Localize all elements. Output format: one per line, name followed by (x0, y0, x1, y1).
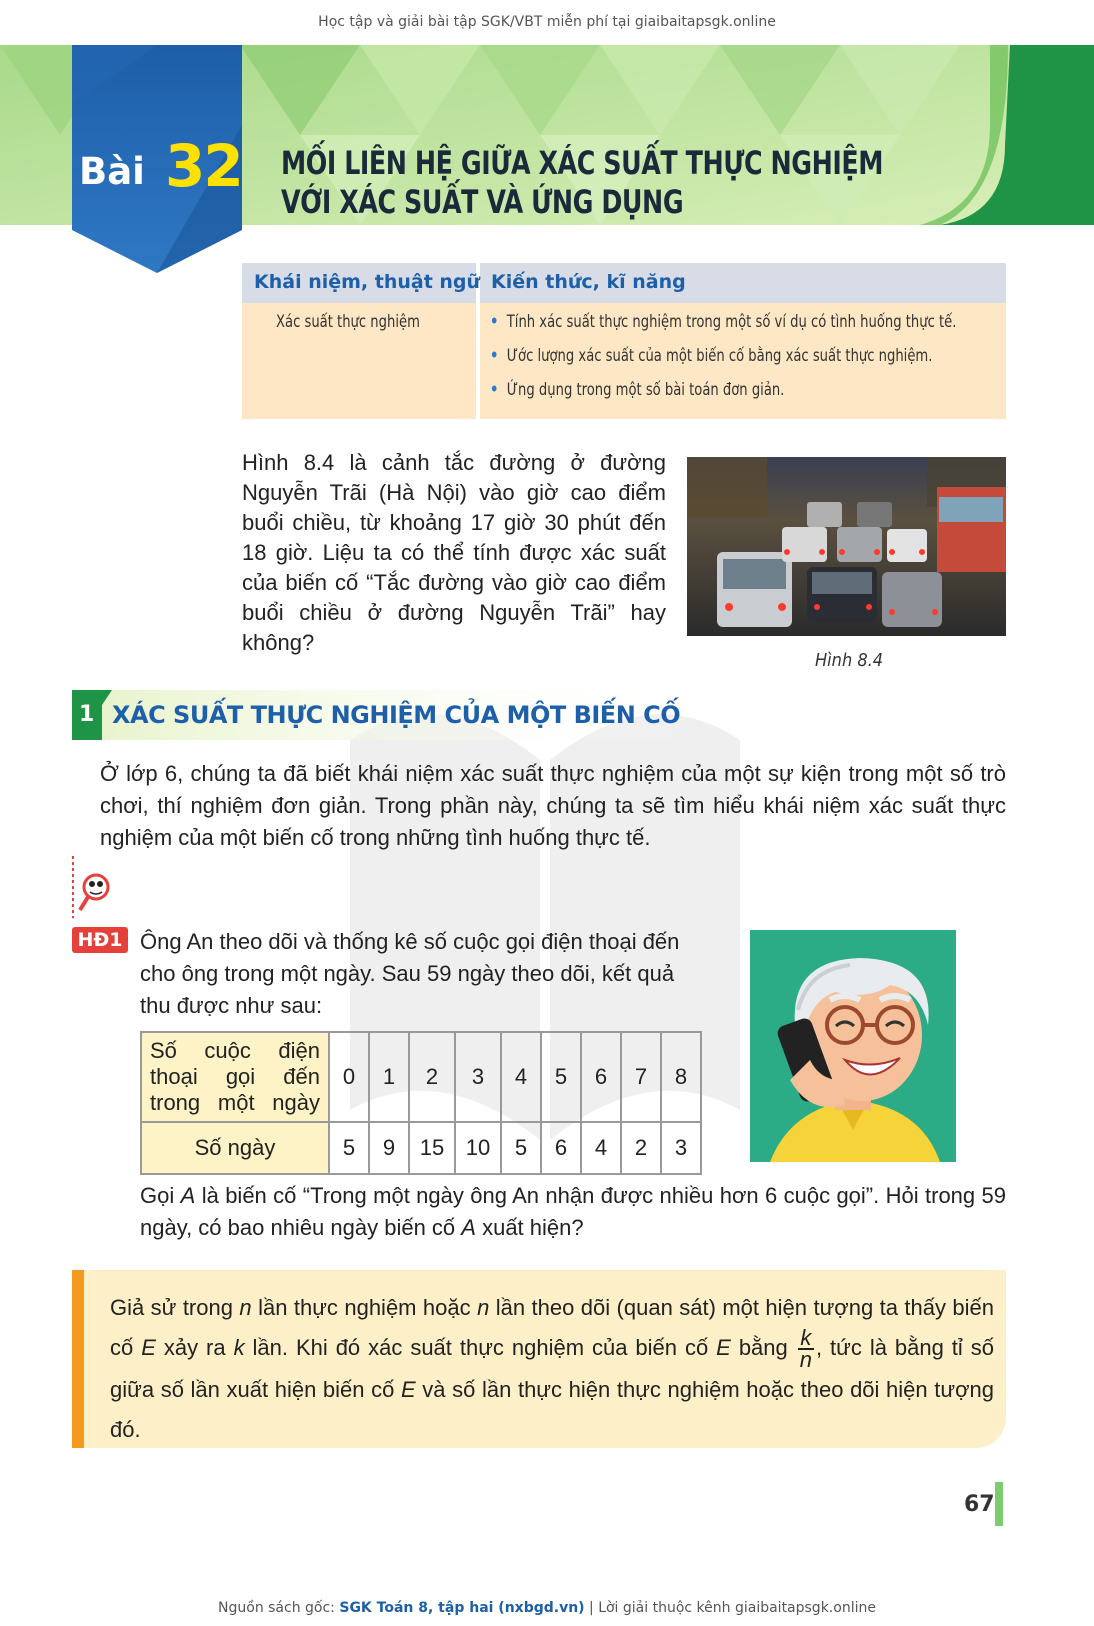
table-cell: 2 (621, 1122, 661, 1174)
def-text-part: bằng (730, 1335, 796, 1360)
var-n: n (239, 1295, 252, 1320)
question-suffix: xuất hiện? (475, 1215, 584, 1240)
table-row (141, 1122, 701, 1174)
bullet-icon: • (490, 346, 499, 366)
table-cell: 3 (661, 1122, 701, 1174)
bullet-icon: • (490, 312, 499, 332)
var-k: k (233, 1335, 245, 1360)
section-title: XÁC SUẤT THỰC NGHIỆM CỦA MỘT BIẾN CỐ (112, 701, 681, 729)
def-text-part: lần theo dõi (quan sát) một hiện tượng ta thấy biến cố (110, 1295, 994, 1360)
magnifier-mascot-icon (70, 856, 114, 918)
page-number: 67 (964, 1492, 995, 1517)
activity-text: Ông An theo dõi và thống kê số cuộc gọi điện thoại đến cho ông trong một ngày. Sau 59 ngày theo dõi, kết quả thu được như sau: (140, 929, 680, 1018)
def-text-part: xảy ra (155, 1335, 234, 1360)
section-paragraph: Ở lớp 6, chúng ta đã biết khái niệm xác suất thực nghiệm của một sự kiện trong một số trò chơi, thí nghiệm đơn giản. Trong phần này, chúng ta sẽ tìm hiểu khái niệm xác suất thực nghiệm của một biến cố trong những tình huống thực tế. (100, 761, 1006, 850)
table-cell: 4 (501, 1032, 541, 1122)
lesson-title-line2: VỚI XÁC SUẤT VÀ ỨNG DỤNG (281, 183, 684, 221)
var-n: n (477, 1295, 490, 1320)
table-cell: 10 (455, 1122, 501, 1174)
var-e: E (400, 1377, 416, 1403)
table-cell: 5 (501, 1122, 541, 1174)
activity-question (140, 1180, 1006, 1244)
page-number-bar (995, 1482, 1003, 1526)
skill-text: Ứng dụng trong một số bài toán đơn giản. (506, 380, 785, 400)
table-cell: 9 (369, 1122, 409, 1174)
lesson-title-line1: MỐI LIÊN HỆ GIỮA XÁC SUẤT THỰC NGHIỆM (281, 144, 883, 182)
key-table-skill-3 (490, 380, 784, 400)
header-note: Học tập và giải bài tập SGK/VBT miễn phí tại giaibaitapsgk.online (318, 14, 776, 30)
table-cell: 6 (581, 1032, 621, 1122)
def-text-part: lần thực nghiệm hoặc (251, 1295, 478, 1320)
figure-caption: Hình 8.4 (815, 650, 884, 671)
table-cell: 7 (621, 1032, 661, 1122)
fraction-numerator: k (798, 1328, 814, 1350)
calls-table (140, 1031, 702, 1175)
key-table-col2-header: Kiến thức, kĩ năng (491, 271, 686, 293)
old-man-on-phone-illustration (750, 930, 956, 1162)
variable-a: A (461, 1215, 476, 1240)
def-text-part: lần. Khi đó xác suất thực nghiệm của biến cố (244, 1335, 717, 1360)
table-cell: 8 (661, 1032, 701, 1122)
table-cell: 2 (409, 1032, 455, 1122)
var-e: E (716, 1335, 731, 1360)
skill-text: Tính xác suất thực nghiệm trong một số ví dụ có tình huống thực tế. (506, 312, 957, 332)
table-cell: 1 (369, 1032, 409, 1122)
section-number: 1 (79, 702, 95, 727)
bullet-icon: • (490, 380, 499, 400)
definition-text (110, 1288, 994, 1450)
intro-paragraph: Hình 8.4 là cảnh tắc đường ở đường Nguyễn Trãi (Hà Nội) vào giờ cao điểm buổi chiều, từ khoảng 17 giờ 30 phút đến 18 giờ. Liệu ta có thể tính được xác suất của biến cố “Tắc đường vào giờ cao điểm buổi chiều ở đường Nguyễn Trãi” hay không? (242, 450, 666, 655)
footer-suffix: | Lời giải thuộc kênh giaibaitapsgk.online (584, 1600, 876, 1616)
table-row (141, 1032, 701, 1122)
row2-header: Số ngày (141, 1122, 329, 1174)
source-link[interactable]: SGK Toán 8, tập hai (nxbgd.vn) (339, 1600, 585, 1616)
table-cell: 6 (541, 1122, 581, 1174)
footer-prefix: Nguồn sách gốc: (218, 1600, 340, 1616)
key-table-col1-header: Khái niệm, thuật ngữ (254, 271, 481, 293)
row1-header: Số cuộc điện thoại gọi đến trong một ngày (141, 1032, 329, 1122)
fraction-k-over-n (798, 1325, 814, 1373)
variable-a: A (180, 1183, 196, 1208)
key-table-concept: Xác suất thực nghiệm (276, 312, 420, 332)
question-prefix: Gọi (140, 1183, 181, 1208)
activity-badge: HĐ1 (72, 927, 128, 953)
key-table-skill-2 (490, 346, 932, 366)
fraction-denominator: n (799, 1347, 812, 1373)
traffic-jam-photo (687, 457, 1006, 636)
question-mid: là biến cố “Trong một ngày ông An nhận được nhiều hơn 6 cuộc gọi”. Hỏi trong 59 ngày, có bao nhiêu ngày biến cố (140, 1183, 1007, 1240)
def-text-part: Giả sử trong (110, 1295, 240, 1320)
def-text-part: , tức là bằng tỉ số giữa số lần xuất hiện biến cố (110, 1335, 994, 1403)
table-cell: 3 (455, 1032, 501, 1122)
var-e: E (141, 1335, 156, 1360)
def-text-part: và số lần thực hiện thực nghiệm hoặc theo dõi hiện tượng đó. (110, 1377, 994, 1443)
table-cell: 0 (329, 1032, 369, 1122)
skill-text: Ước lượng xác suất của một biến cố bằng xác suất thực nghiệm. (506, 346, 933, 366)
lesson-label: Bài (79, 150, 145, 193)
key-table-skill-1 (490, 312, 956, 332)
table-cell: 5 (329, 1122, 369, 1174)
footer-note (0, 1600, 1094, 1616)
table-cell: 15 (409, 1122, 455, 1174)
table-cell: 4 (581, 1122, 621, 1174)
table-cell: 5 (541, 1032, 581, 1122)
lesson-number: 32 (165, 132, 242, 200)
